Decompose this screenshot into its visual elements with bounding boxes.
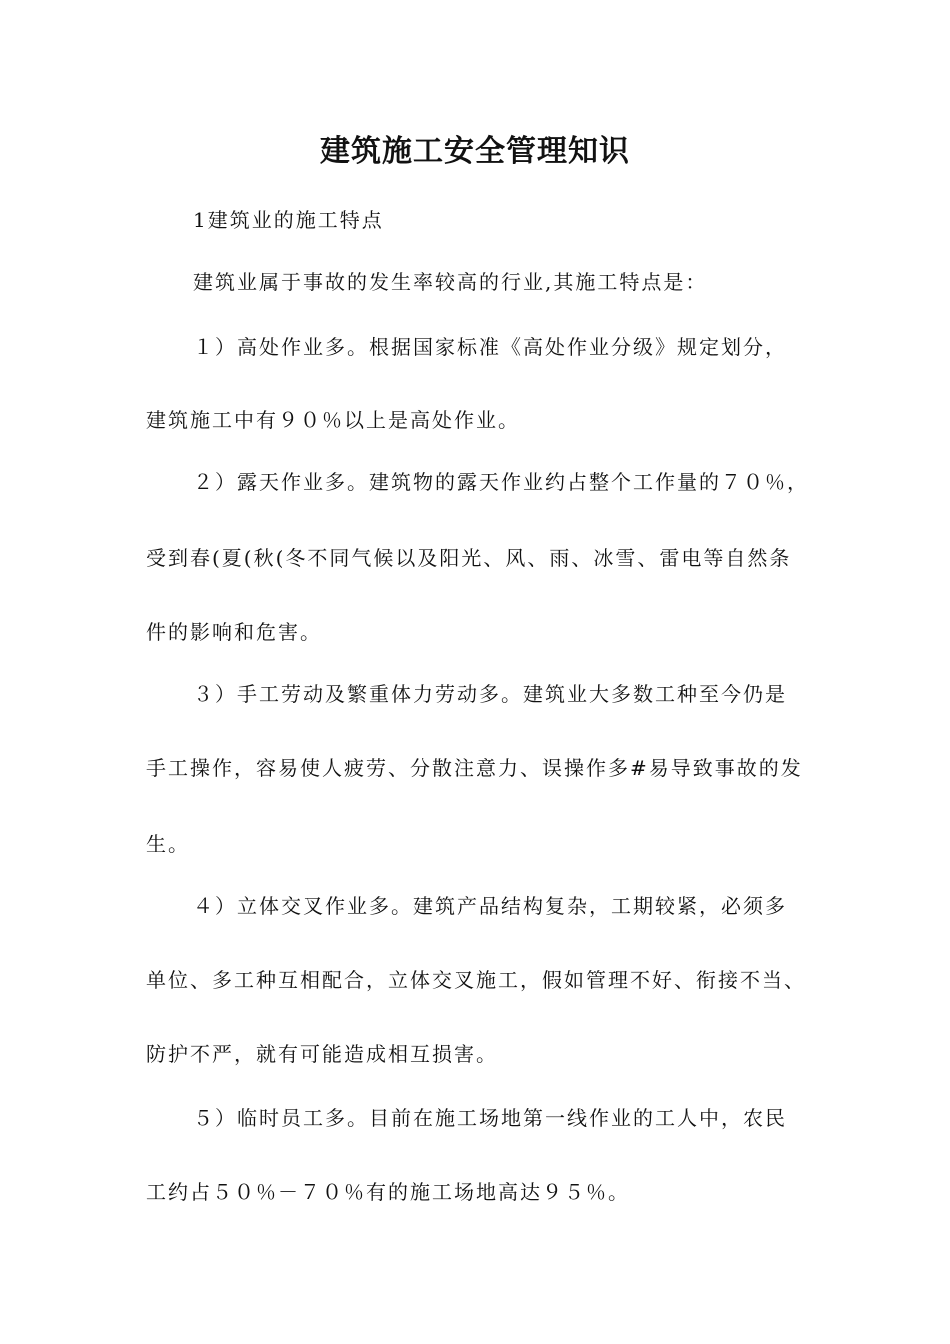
paragraph-line: ５）临时员工多。目前在施工场地第一线作业的工人中，农民 — [193, 1106, 787, 1130]
paragraph-line: 手工操作，容易使人疲劳、分散注意力、误操作多#易导致事故的发 — [146, 756, 803, 780]
paragraph-line: 建筑业属于事故的发生率较高的行业,其施工特点是： — [193, 270, 708, 294]
section-heading: 1建筑业的施工特点 — [193, 208, 384, 232]
paragraph-line: 工约占５０％－７０％有的施工场地高达９５％。 — [146, 1180, 630, 1204]
paragraph-line: ２）露天作业多。建筑物的露天作业约占整个工作量的７０％， — [193, 470, 809, 494]
paragraph-line: 件的影响和危害。 — [146, 620, 322, 644]
paragraph-line: 生。 — [146, 832, 190, 856]
document-title: 建筑施工安全管理知识 — [320, 134, 630, 169]
paragraph-line: １）高处作业多。根据国家标准《高处作业分级》规定划分， — [193, 335, 787, 359]
paragraph-line: ３）手工劳动及繁重体力劳动多。建筑业大多数工种至今仍是 — [193, 682, 787, 706]
paragraph-line: 单位、多工种互相配合，立体交叉施工，假如管理不好、衔接不当、 — [146, 968, 806, 992]
paragraph-line: 防护不严，就有可能造成相互损害。 — [146, 1042, 498, 1066]
paragraph-line: ４）立体交叉作业多。建筑产品结构复杂，工期较紧，必须多 — [193, 894, 787, 918]
paragraph-line: 建筑施工中有９０％以上是高处作业。 — [146, 408, 520, 432]
paragraph-line: 受到春(夏(秋(冬不同气候以及阳光、风、雨、冰雪、雷电等自然条 — [146, 546, 792, 570]
